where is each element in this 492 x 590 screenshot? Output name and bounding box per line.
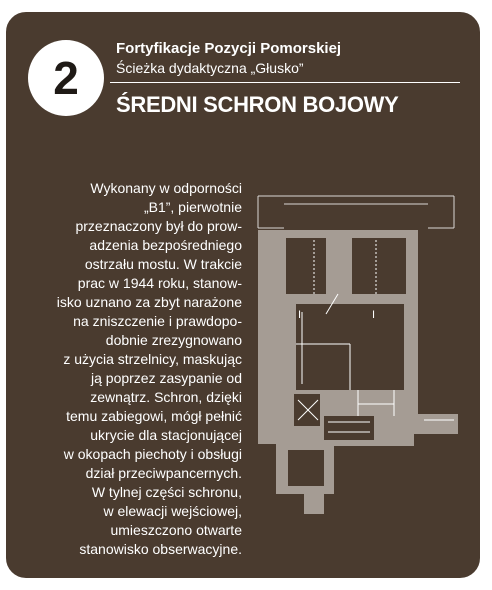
description-text <box>42 179 242 559</box>
description-line: z użycia strzelnicy, maskując <box>63 351 242 367</box>
description-line: przeznaczony był do prow- <box>75 218 242 234</box>
page-title: ŚREDNI SCHRON BOJOWY <box>116 92 399 117</box>
description-line: ukrycie dla stacjonującej <box>90 427 242 443</box>
description-line: umieszczono otwarte <box>110 522 242 538</box>
trail-name: Ścieżka dydaktyczna „Głusko” <box>116 60 304 76</box>
header-divider <box>110 82 460 83</box>
series-title: Fortyfikacje Pozycji Pomorskiej <box>116 40 342 57</box>
bunker-floor-plan <box>254 194 464 514</box>
description-line: ostrzału mostu. W trakcie <box>84 256 242 272</box>
plan-walls <box>258 230 458 514</box>
description-line: W tylnej części schronu, <box>91 484 242 500</box>
room-label-right: I <box>372 309 376 321</box>
description-line: na zniszczenie i prawdopo- <box>73 313 242 329</box>
number-label: 2 <box>53 52 79 104</box>
description-line: ją poprzez zasypanie od <box>91 370 242 386</box>
description-line: „B1”, pierwotnie <box>143 199 242 215</box>
description-line: w elewacji wejściowej, <box>103 503 242 519</box>
description-line: w okopach piechoty i obsługi <box>63 446 242 462</box>
description-line: zewnątrz. Schron, dzięki <box>90 389 242 405</box>
description-line: Wykonany w odporności <box>90 180 242 196</box>
description-line: temu zabiegowi, mógł pełnić <box>66 408 242 424</box>
description-line: prac w 1944 roku, stanow- <box>77 275 242 291</box>
description-line: isko uznano za zbyt narażone <box>56 294 242 310</box>
number-badge <box>28 40 104 116</box>
description-line: dział przeciwpancernych. <box>85 465 242 481</box>
plan-outline <box>258 196 454 228</box>
description-line: adzenia bezpośredniego <box>89 237 242 253</box>
description-line: stanowisko obserwacyjne. <box>79 541 242 557</box>
room-label-left: I <box>298 309 302 321</box>
description-line: dobnie zrezygnowano <box>105 332 242 348</box>
info-board <box>4 10 482 580</box>
